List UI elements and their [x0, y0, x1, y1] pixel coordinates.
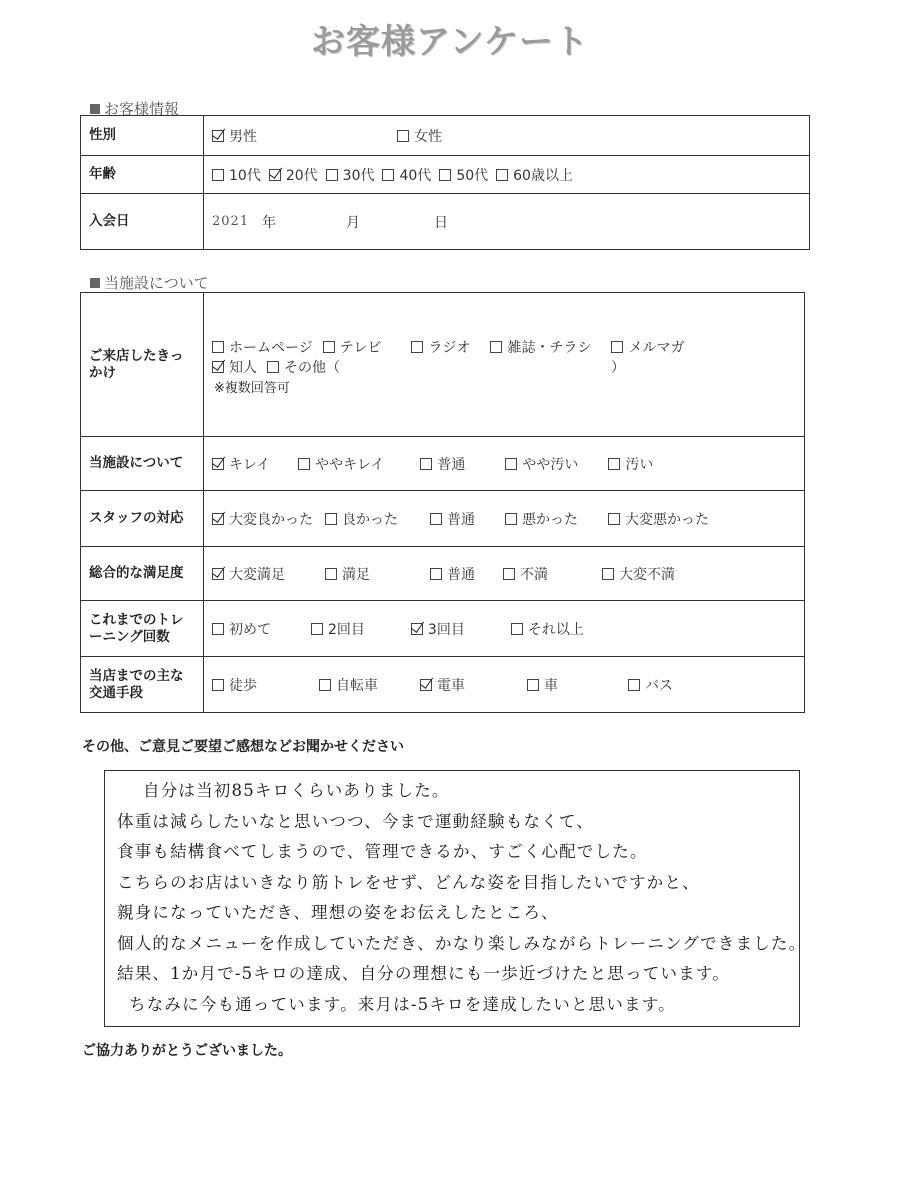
checkbox-option[interactable]: [382, 165, 431, 185]
satisfaction-row: [81, 547, 805, 601]
checkbox-option[interactable]: [505, 509, 578, 529]
checkbox-icon[interactable]: [382, 169, 394, 181]
checkbox-option[interactable]: [325, 509, 398, 529]
day-label: 日: [434, 214, 448, 231]
checkbox-icon[interactable]: [430, 513, 442, 525]
handwritten-line: 食事も結構食べてしまうので、管理できるか、すごく心配でした。: [117, 842, 648, 861]
checkbox-option[interactable]: [411, 619, 465, 639]
checkbox-label: 大変満足: [229, 566, 285, 583]
checkbox-option[interactable]: [212, 454, 270, 474]
gender-row: [81, 116, 810, 156]
checkbox-label: 車: [544, 677, 558, 694]
satisfaction-options: [212, 564, 796, 584]
checkbox-option[interactable]: [325, 564, 370, 584]
checkbox-label: 徒歩: [229, 677, 257, 694]
checkbox-label: ラジオ: [428, 340, 471, 356]
checkbox-icon[interactable]: [212, 623, 224, 635]
training-count-options: [212, 619, 796, 639]
checkbox-label: 電車: [437, 677, 465, 694]
checkbox-icon[interactable]: [496, 169, 508, 181]
square-bullet-icon: [90, 278, 100, 288]
checkbox-checked-icon[interactable]: [212, 568, 224, 580]
checkbox-label: 普通: [437, 456, 466, 473]
checkbox-label: 2回目: [328, 621, 365, 638]
checkbox-option[interactable]: [212, 126, 257, 146]
checkbox-label: テレビ: [339, 340, 382, 356]
checkbox-option[interactable]: [212, 357, 257, 377]
multiple-answer-note: ※複数回答可: [214, 381, 290, 396]
year-label: 年: [262, 214, 276, 231]
checkbox-option[interactable]: [505, 454, 578, 474]
checkbox-option[interactable]: [430, 509, 475, 529]
checkbox-icon[interactable]: [511, 623, 523, 635]
handwritten-line: ちなみに今も通っています。来月は-5キロを達成したいと思います。: [129, 994, 676, 1014]
checkbox-icon[interactable]: [212, 679, 224, 691]
checkbox-option[interactable]: [420, 675, 465, 695]
checkbox-icon[interactable]: [311, 623, 323, 635]
checkbox-icon[interactable]: [323, 341, 335, 353]
checkbox-option[interactable]: [212, 165, 261, 185]
checkbox-label: 不満: [520, 566, 548, 583]
checkbox-label: 雑誌・チラシ: [507, 340, 592, 356]
checkbox-label: 悪かった: [522, 511, 578, 528]
training-count-label: これまでのトレーニング回数: [81, 601, 204, 657]
checkbox-option[interactable]: [496, 165, 573, 185]
checkbox-icon[interactable]: [505, 513, 517, 525]
checkbox-checked-icon[interactable]: [212, 458, 224, 470]
checkbox-option[interactable]: [611, 337, 684, 357]
checkbox-label: 60歳以上: [513, 167, 573, 184]
handwritten-line: 個人的なメニューを作成していただき、かなり楽しみながらトレーニングできました。: [117, 933, 807, 953]
checkbox-checked-icon[interactable]: [411, 623, 423, 635]
checkbox-icon[interactable]: [439, 169, 451, 181]
checkbox-label: 40代: [399, 167, 432, 184]
checkbox-label: 50代: [456, 167, 489, 184]
checkbox-icon[interactable]: [319, 679, 331, 691]
checkbox-checked-icon[interactable]: [212, 513, 224, 525]
transport-options: [212, 675, 796, 695]
checkbox-option[interactable]: [212, 337, 313, 357]
checkbox-option[interactable]: [323, 337, 382, 357]
staff-row: [81, 491, 805, 547]
checkbox-label: キレイ: [229, 456, 271, 473]
checkbox-label: 男性: [229, 128, 257, 145]
checkbox-option[interactable]: [411, 337, 470, 357]
trigger-options-line2: [212, 357, 796, 377]
age-row: [81, 156, 810, 194]
checkbox-label: 良かった: [342, 511, 398, 528]
checkbox-icon[interactable]: [430, 568, 442, 580]
checkbox-option[interactable]: [628, 675, 673, 695]
checkbox-label: 大変不満: [619, 566, 675, 583]
checkbox-option[interactable]: [439, 165, 488, 185]
checkbox-option[interactable]: [311, 619, 365, 639]
page-title: お客様アンケート: [311, 22, 589, 62]
trigger-label: ご来店したきっかけ: [81, 293, 204, 437]
join-year-value: 2021: [212, 214, 250, 229]
checkbox-label: 普通: [447, 566, 475, 583]
handwritten-line: 親身になっていただき、理想の姿をお伝えしたところ、: [117, 903, 559, 922]
checkbox-label: それ以上: [527, 621, 584, 638]
checkbox-option[interactable]: [212, 619, 271, 639]
checkbox-icon[interactable]: [420, 458, 432, 470]
checkbox-option[interactable]: [269, 165, 318, 185]
checkbox-label: 自転車: [336, 677, 378, 694]
checkbox-icon[interactable]: [602, 568, 614, 580]
checkbox-option[interactable]: [503, 564, 548, 584]
cleanliness-label: 当施設について: [81, 437, 204, 491]
checkbox-icon[interactable]: [298, 458, 310, 470]
facility-table: [80, 292, 805, 713]
checkbox-label: 汚い: [625, 456, 654, 473]
checkbox-icon[interactable]: [505, 458, 517, 470]
checkbox-checked-icon[interactable]: [420, 679, 432, 691]
month-label: 月: [346, 214, 360, 231]
checkbox-icon[interactable]: [397, 130, 409, 142]
checkbox-label: ホームページ: [229, 340, 313, 356]
checkbox-icon[interactable]: [608, 513, 620, 525]
checkbox-label: 30代: [342, 167, 375, 184]
remarks-label: その他、ご意見ご要望ご感想などお聞かせください: [82, 739, 404, 755]
checkbox-label: 初めて: [229, 621, 271, 638]
checkbox-option[interactable]: [212, 509, 313, 529]
checkbox-icon[interactable]: [628, 679, 640, 691]
checkbox-icon[interactable]: [608, 458, 620, 470]
checkbox-icon[interactable]: [527, 679, 539, 691]
checkbox-option[interactable]: [397, 126, 442, 146]
staff-options: [212, 509, 796, 529]
checkbox-label: 3回目: [427, 621, 465, 638]
checkbox-option[interactable]: [608, 454, 653, 474]
satisfaction-label: 総合的な満足度: [81, 547, 204, 601]
checkbox-label: その他（: [284, 360, 340, 376]
staff-label: スタッフの対応: [81, 491, 204, 547]
customer-section-label: お客様情報: [90, 98, 179, 119]
trigger-options-line1: [212, 337, 796, 357]
checkbox-label: 女性: [414, 128, 442, 145]
trigger-row: [81, 293, 805, 437]
training-count-row: [81, 601, 805, 657]
checkbox-checked-icon[interactable]: [269, 169, 281, 181]
checkbox-option[interactable]: [490, 337, 591, 357]
checkbox-icon[interactable]: [267, 361, 279, 373]
checkbox-label: バス: [645, 677, 673, 694]
gender-options: [212, 126, 801, 146]
checkbox-option[interactable]: [267, 357, 340, 377]
checkbox-checked-icon[interactable]: [212, 130, 224, 142]
checkbox-label: 大変良かった: [229, 511, 313, 528]
checkbox-option[interactable]: [527, 675, 558, 695]
remarks-textarea[interactable]: [104, 770, 807, 1027]
checkbox-checked-icon[interactable]: [212, 361, 224, 373]
cleanliness-row: [81, 437, 805, 491]
checkbox-option[interactable]: [212, 675, 257, 695]
checkbox-option[interactable]: [212, 564, 285, 584]
checkbox-option[interactable]: [298, 454, 384, 474]
checkbox-icon[interactable]: [503, 568, 515, 580]
checkbox-icon[interactable]: [325, 513, 337, 525]
checkbox-icon[interactable]: [212, 341, 224, 353]
transport-row: [81, 657, 805, 713]
gender-label: 性別: [81, 116, 204, 156]
checkbox-option[interactable]: [420, 454, 465, 474]
checkbox-option[interactable]: [430, 564, 475, 584]
footer-thanks: ご協力ありがとうございました。: [82, 1043, 292, 1059]
age-options: [212, 165, 801, 185]
checkbox-label: 知人: [229, 360, 257, 376]
checkbox-label: 大変悪かった: [625, 511, 709, 528]
checkbox-icon[interactable]: [212, 169, 224, 181]
checkbox-label: 満足: [342, 566, 370, 583]
checkbox-label: やや汚い: [522, 456, 579, 473]
other-close-paren: ）: [611, 360, 625, 376]
checkbox-icon[interactable]: [326, 169, 338, 181]
handwritten-line: 自分は当初85キロくらいありました。: [143, 781, 450, 800]
checkbox-option[interactable]: [608, 509, 709, 529]
checkbox-icon[interactable]: [490, 341, 502, 353]
checkbox-label: 10代: [229, 167, 261, 184]
checkbox-icon[interactable]: [325, 568, 337, 580]
checkbox-label: 普通: [447, 511, 475, 528]
square-bullet-icon: [90, 104, 100, 114]
join-date-row: [81, 194, 810, 250]
checkbox-option[interactable]: [511, 619, 584, 639]
transport-label: 当店までの主な交通手段: [81, 657, 204, 713]
handwritten-line: こちらのお店はいきなり筋トレをせず、どんな姿を目指したいですかと、: [117, 872, 700, 892]
customer-info-table: [80, 115, 810, 250]
handwritten-line: 体重は減らしたいなと思いつつ、今まで運動経験もなくて、: [117, 811, 594, 831]
handwritten-line: 結果、1か月で-5キロの達成、自分の理想にも一歩近づけたと思っています。: [117, 964, 730, 983]
facility-section-label: 当施設について: [90, 272, 209, 293]
checkbox-label: ややキレイ: [315, 456, 385, 473]
cleanliness-options: [212, 454, 796, 474]
checkbox-label: 20代: [285, 167, 318, 184]
checkbox-icon[interactable]: [611, 341, 623, 353]
checkbox-option[interactable]: [319, 675, 378, 695]
join-date-label: 入会日: [81, 194, 204, 250]
checkbox-icon[interactable]: [411, 341, 423, 353]
age-label: 年齢: [81, 156, 204, 194]
checkbox-label: メルマガ: [628, 340, 685, 356]
join-date-field[interactable]: [212, 212, 801, 232]
checkbox-option[interactable]: [326, 165, 375, 185]
checkbox-option[interactable]: [602, 564, 675, 584]
